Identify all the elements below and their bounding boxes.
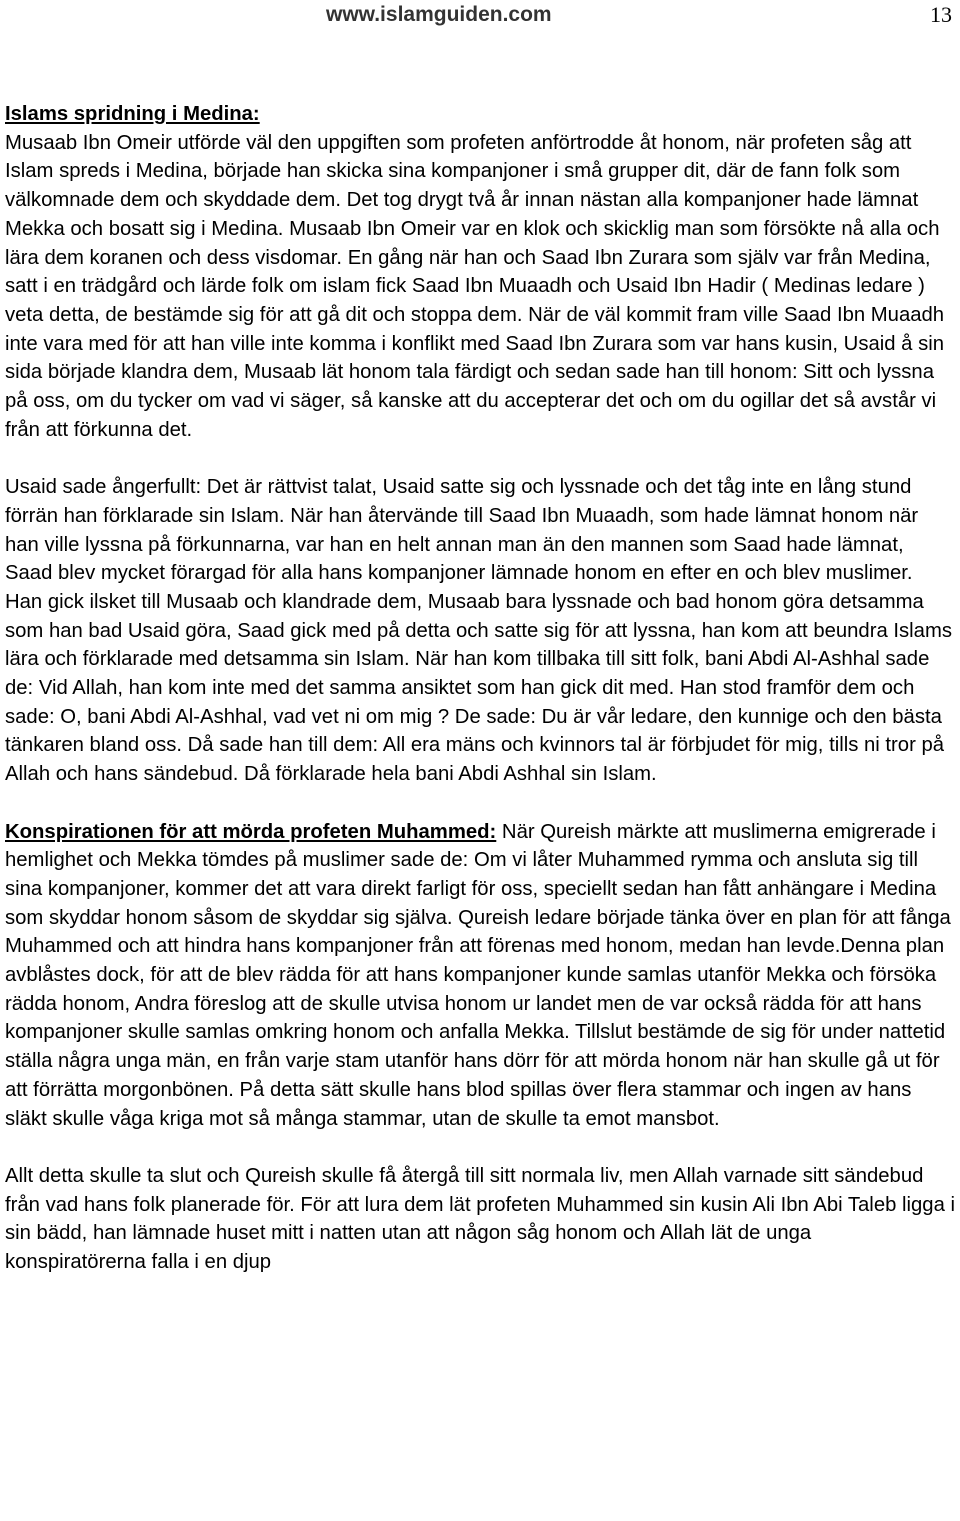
document-body xyxy=(5,100,955,1277)
section-paragraph xyxy=(5,100,955,444)
site-link[interactable]: www.islamguiden.com xyxy=(326,3,552,26)
paragraph-text: Musaab Ibn Omeir utförde väl den uppgiften som profeten anförtrodde åt honom, när profeten såg att Islam spreds i Medina, började han skicka sina kompanjoner i små grupper dit, där de fann folk som välkomnade dem och skyddade dem. Det tog drygt två år innan nästan alla kompanjoner hade lämnat Mekka och bosatt sig i Medina. Musaab Ibn Omeir var en klok och skicklig man som försökte nå alla och lära dem koranen och dess visdomar. En gång när han och Saad Ibn Zurara som själv var från Medina, satt i en trädgård och lärde folk om islam fick Saad Ibn Muaadh och Usaid Ibn Hadir ( Medinas ledare ) veta detta, de bestämde sig för att gå dit och stoppa dem. När de väl kommit fram ville Saad Ibn Muaadh inte vara med för att han ville inte komma i konflikt med Saad Ibn Zurara som var hans kusin, Usaid å sin sida började klandra dem, Musaab lät honom tala färdigt och sedan sade han till honom: Sitt och lyssna på oss, om du tycker om vad vi säger, så kanske att du accepterar det och om du ogillar det så avstår vi från att förkunna det. xyxy=(5,131,945,441)
paragraph-text: Allt detta skulle ta slut och Qureish skulle få återgå till sitt normala liv, men Allah varnade sitt sändebud från vad hans folk planerade för. För att lura dem lät profeten Muhammed sin kusin Ali Ibn Abi Taleb ligga i sin bädd, han lämnade huset mitt i natten utan att någon såg honom och Allah lät de unga konspiratörerna falla i en djup xyxy=(5,1164,955,1274)
paragraph-gap xyxy=(5,789,955,818)
paragraph xyxy=(5,1162,955,1277)
paragraph-text: När Qureish märkte att muslimerna emigrerade i hemlighet och Mekka tömdes på muslimer sade de: Om vi låter Muhammed rymma och ansluta sig till sina kompanjoner, kommer det att vara direkt farligt för oss, speciellt sedan han fått anhängare i Medina som skyddar honom såsom de skyddar sig själva. Qureish ledare började tänka över en plan för att fånga Muhammed och att hindra hans kompanjoner från att förenas med honom, medan han levde.Denna plan avblåstes dock, för att de blev rädda för att hans kompanjoner kunde samlas utanför Mekka och försöka rädda honom, Andra föreslog att de skulle utvisa honom ur landet men de var också rädda för att hans kompanjoner skulle samlas omkring honom och anfalla Mekka. Tillslut bestämde de sig för under nattetid ställa några unga män, en från varje stam utanför hans dörr för att mörda honom när han skulle gå ut för att förrätta morgonbönen. På detta sätt skulle hans blod spillas över flera stammar och ingen av hans släkt skulle våga kriga mot så många stammar, utan de skulle ta emot mansbot. xyxy=(5,820,951,1130)
paragraph-text: Usaid sade ångerfullt: Det är rättvist talat, Usaid satte sig och lyssnade och det tåg inte en lång stund förrän han förklarade sin Islam. När han återvände till Saad Ibn Muaadh, som hade lämnat honom när han ville lyssna på förkunnarna, var han en helt annan man än den mannen som Saad hade lämnat, Saad blev mycket förargad för alla hans kompanjoner lämnade honom en efter en och blev muslimer. Han gick ilsket till Musaab och klandrade dem, Musaab bara lyssnade och bad honom göra detsamma som han bad Usaid göra, Saad gick med på detta och satte sig för att lyssna, han kom att beundra Islams lära och förklarade med detsamma sin Islam. När han kom tillbaka till sitt folk, bani Abdi Al-Ashhal sade de: Vid Allah, han kom inte med det samma ansiktet som han gick dit med. Han stod framför dem och sade: O, bani Abdi Al-Ashhal, vad vet ni om mig ? De sade: Du är vår ledare, den kunnige och den bästa tänkaren bland oss. Då sade han till dem: All era mäns och kvinnors tal är förbjudet för mig, tills ni tror på Allah och hans sändebud. Då förklarade hela bani Abdi Ashhal sin Islam. xyxy=(5,476,952,786)
paragraph-gap xyxy=(5,1133,955,1162)
paragraph-gap xyxy=(5,444,955,473)
paragraph xyxy=(5,473,955,789)
page-header xyxy=(0,0,960,30)
section-title: Islams spridning i Medina: xyxy=(5,103,260,125)
section-title: Konspirationen för att mörda profeten Muhammed: xyxy=(5,820,497,843)
section-paragraph xyxy=(5,818,955,1134)
page-number: 13 xyxy=(930,2,952,27)
